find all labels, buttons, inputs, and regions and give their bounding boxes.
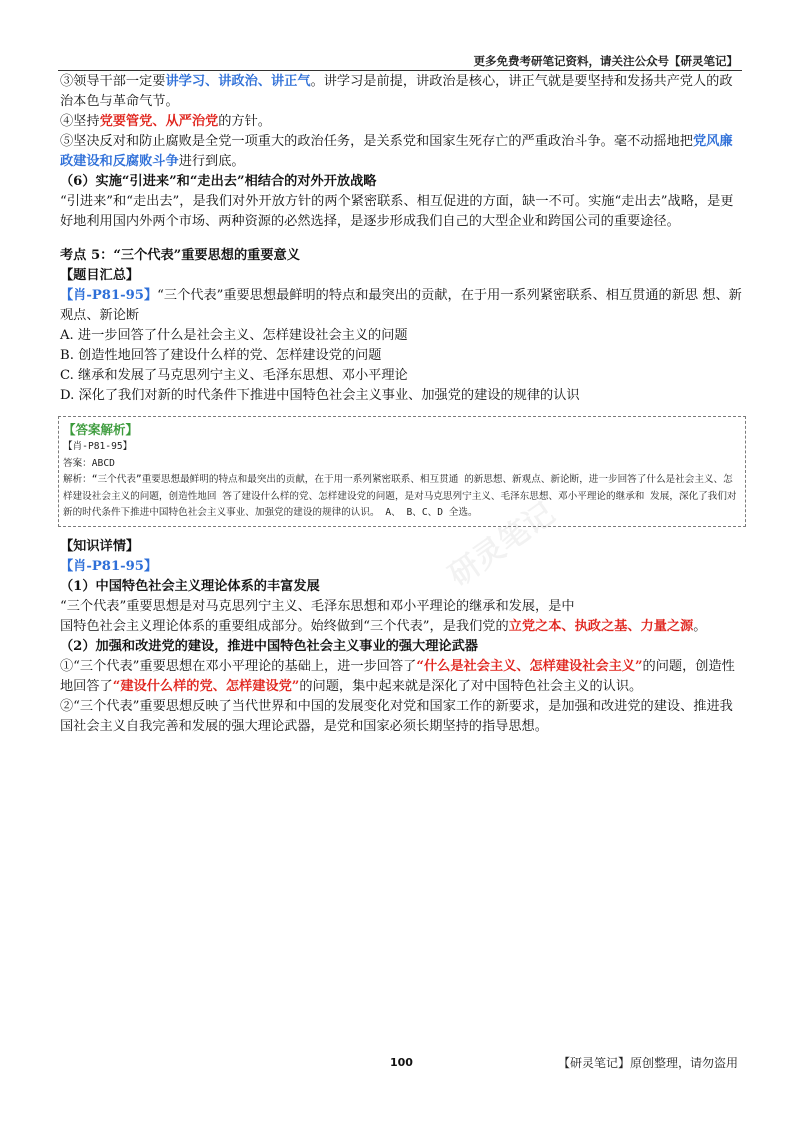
question-body: “三个代表”重要思想最鲜明的特点和最突出的贡献，在于用一系列紧密联系、相互贯通的新思 想、新观点、新论断: [60, 288, 742, 323]
question-tag: 【肖-P81-95】: [60, 288, 158, 303]
item-1-highlight-2: “建设什么样的党、怎样建设党”: [112, 678, 300, 694]
answer-title: 【答案解析】: [63, 422, 139, 437]
option-d: D. 深化了我们对新的时代条件下推进中国特色社会主义事业、加强党的建设的规律的认识: [60, 388, 580, 403]
answer-tag: 【肖-P81-95】: [63, 441, 133, 452]
option-b: B. 创造性地回答了建设什么样的党、怎样建设党的问题: [60, 348, 382, 363]
item-1-prefix: ①“三个代表”重要思想在邓小平理论的基础上，进一步回答了: [60, 658, 417, 674]
header-rule: [58, 70, 742, 71]
question-text: [60, 286, 745, 326]
para-1-highlight: 立党之本、执政之基、力量之源: [508, 618, 694, 634]
spacer: [60, 527, 745, 537]
page-header: 更多免费考研笔记资料，请关注公众号【研灵笔记】: [473, 54, 738, 68]
option-a: A. 进一步回答了什么是社会主义、怎样建设社会主义的问题: [60, 328, 408, 343]
item-1-mid: 的问题，创造性地回答了: [60, 658, 735, 694]
item-3: [60, 72, 745, 112]
answer-box: [58, 416, 746, 527]
item-4-suffix: 的方针。: [218, 114, 271, 129]
section-5-title: 考点 5：“三个代表”重要思想的重要意义: [60, 248, 300, 263]
item-4-prefix: ④坚持: [60, 114, 100, 129]
question-heading: 【题目汇总】: [60, 268, 140, 283]
item-5-suffix: 进行到底。: [178, 154, 245, 169]
item-5: [60, 132, 745, 172]
heading-6: （6）实施“引进来”和“走出去”相结合的对外开放战略: [60, 174, 377, 189]
page-number: 100: [390, 1056, 413, 1069]
knowledge-sub-2: （2）加强和改进党的建设，推进中国特色社会主义事业的强大理论武器: [60, 638, 478, 654]
knowledge-para-1-line-2: [60, 617, 745, 637]
knowledge-para-1-line-1: “三个代表”重要思想是对马克思列宁主义、毛泽东思想和邓小平理论的继承和发展，是中: [60, 598, 575, 614]
main-content: [60, 72, 745, 737]
footer-note: 【研灵笔记】原创整理，请勿盗用: [557, 1056, 738, 1070]
item-4: [60, 112, 745, 132]
item-5-prefix: ⑤坚决反对和防止腐败是全党一项重大的政治任务，是关系党和国家生死存亡的严重政治斗争。毫不动摇地把: [60, 134, 693, 149]
knowledge-item-1: [60, 657, 745, 697]
spacer: [60, 232, 745, 246]
para-1-suffix: 。: [693, 618, 707, 634]
watermark: 研灵笔记: [442, 496, 562, 594]
item-3-prefix: ③领导干部一定要: [60, 74, 166, 89]
answer-value: 答案：ABCD: [63, 457, 115, 469]
option-c: C. 继承和发展了马克思列宁主义、毛泽东思想、邓小平理论: [60, 368, 408, 383]
answer-explanation: 解析：“三个代表”重要思想最鲜明的特点和最突出的贡献，在于用一系列紧密联系、相互贯通 的新思想、新观点、新论断，进一步回答了什么是社会主义、怎样建设社会主义的问题，创造性地回 答了建设什么样的党、怎样建设党的问题，是对马克思列宁主义、毛泽东思想、邓小平理论的继承和 发展，深化了我们对新的时代条件下推进中国特色社会主义事业、加强党的建设的规律的认识。 A、 B、C、D 全选。: [63, 474, 737, 518]
knowledge-sub-1: （1）中国特色社会主义理论体系的丰富发展: [60, 578, 320, 594]
item-4-highlight: 党要管党、从严治党: [99, 114, 219, 129]
para-1-prefix: 国特色社会主义理论体系的重要组成部分。始终做到“三个代表”，是我们党的: [60, 618, 509, 634]
item-5-highlight: 党风廉政建设和反腐败斗争: [60, 134, 733, 169]
knowledge-item-2: ②“三个代表”重要思想反映了当代世界和中国的发展变化对党和国家工作的新要求，是加强和改进党的建设、推进我国社会主义自我完善和发展的强大理论武器，是党和国家必须长期坚持的指导思想。: [60, 698, 733, 734]
knowledge-heading: 【知识详情】: [60, 538, 140, 554]
paragraph-6: “引进来”和“走出去”，是我们对外开放方针的两个紧密联系、相互促进的方面，缺一不可。实施“走出去”战略，是更好地利用国内外两个市场、两种资源的必然选择，是逐步形成我们自己的大型企业和跨国公司的重要途径。: [60, 194, 734, 229]
knowledge-tag: 【肖-P81-95】: [60, 558, 158, 574]
item-1-highlight-1: “什么是社会主义、怎样建设社会主义”: [416, 658, 643, 674]
item-3-highlight: 讲学习、讲政治、讲正气: [165, 74, 311, 89]
item-1-suffix: 的问题，集中起来就是深化了对中国特色社会主义的认识。: [299, 678, 643, 694]
item-3-suffix: 。讲学习是前提，讲政治是核心，讲正气就是要坚持和发扬共产党人的政治本色与革命气节。: [60, 74, 733, 109]
